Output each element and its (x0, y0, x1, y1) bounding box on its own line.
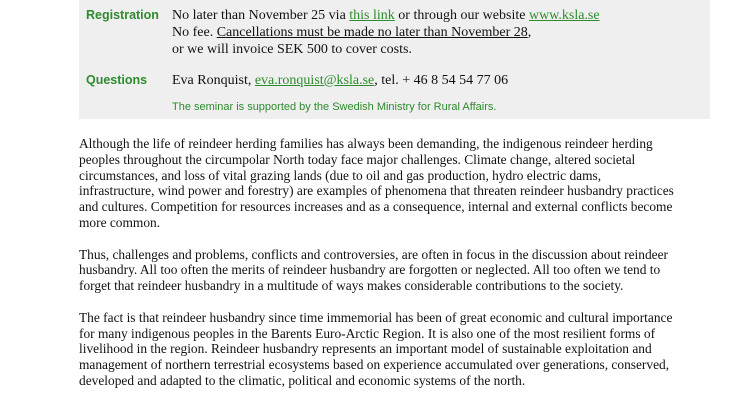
support-note: The seminar is supported by the Swedish Ministry for Rural Affairs. (172, 101, 497, 113)
contact-phone: , tel. + 46 8 54 54 77 06 (374, 73, 509, 88)
registration-line-3: or we will invoice SEK 500 to cover costs. (172, 42, 412, 57)
body-text (79, 136, 679, 405)
paragraph: The fact is that reindeer husbandry since time immemorial has been of great economic and cultural importance for many indigenous peoples in the Barents Euro-Arctic Region. It is also one of the most resilient forms of livelihood in the region. Reindeer husbandry represents an important model of sustainable exploitation and management of northern terrestrial ecosystems based on experience accumulated over generations, conserved, developed and adapted to the climatic, political and economic systems of the north. (79, 309, 673, 388)
registration-line-2 (172, 24, 600, 41)
registration-link[interactable]: this link (349, 8, 395, 23)
registration-line-1 (172, 7, 600, 24)
registration-deadline-text: No later than November 25 via (172, 8, 350, 23)
website-link[interactable]: www.ksla.se (528, 8, 600, 23)
registration-label: Registration (86, 8, 159, 22)
info-box (79, 0, 710, 119)
contact-name: Eva Ronquist, (172, 73, 255, 88)
paragraph: Thus, challenges and problems, conflicts and controversies, are often in focus in the discussion about reindeer husbandry. All too often the merits of reindeer husbandry are forgotten or neglected. All too often we tend to forget that reindeer husbandry in a multitude of ways makes considerable contributions to the society. (79, 246, 669, 294)
fee-text: No fee. (172, 25, 217, 40)
cancellation-deadline: Cancellations must be made no later than November 28 (216, 25, 528, 40)
contact-email-link[interactable]: eva.ronquist@ksla.se (254, 73, 375, 88)
registration-website-intro: or through our website (394, 8, 529, 23)
cancellation-comma: , (527, 25, 532, 40)
paragraph: Although the life of reindeer herding families has always been demanding, the indigenous reindeer herding peoples throughout the circumpolar North today face major challenges. Climate change, altered societal circumstances, and loss of vital grazing lands (due to oil and gas production, hydro electric dams, infrastructure, wind power and forestry) are examples of phenomena that threaten reindeer husbandry practices and cultures. Competition for resources increases and as a consequence, internal and external conflicts become more common. (79, 136, 674, 230)
questions-label: Questions (86, 73, 148, 87)
questions-details (172, 72, 508, 89)
registration-details (172, 7, 600, 58)
